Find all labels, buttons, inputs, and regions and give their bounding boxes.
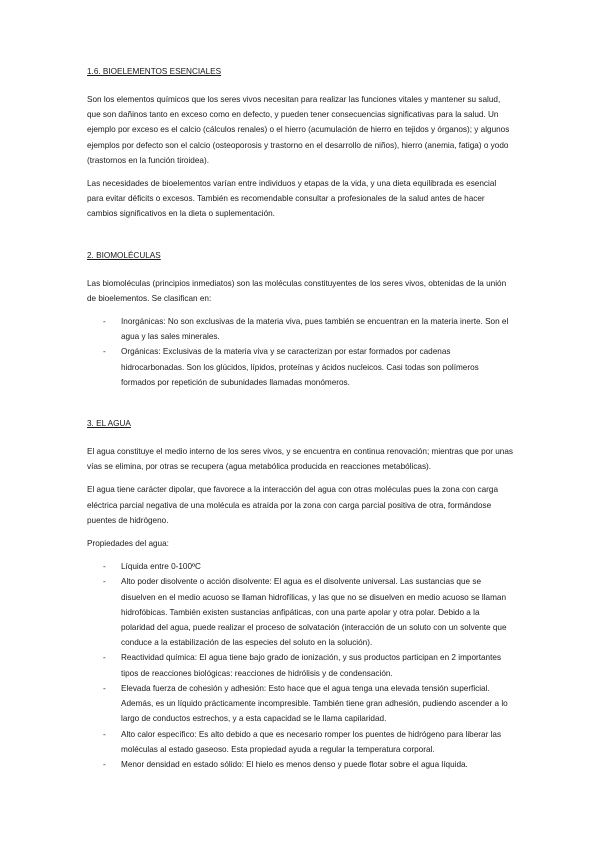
list-item: - Líquida entre 0-100ºC bbox=[103, 562, 201, 572]
paragraph: El agua tiene carácter dipolar, que favorece a la interacción del agua con otras moléculas pues la zona con carga eléctrica parcial negativa de una molécula es atraída por la zona con carga parcial positiva de otra, formándose puentes de hidrógeno. bbox=[87, 485, 498, 525]
list-item: - Menor densidad en estado sólido: El hielo es menos denso y puede flotar sobre el agua líquida. bbox=[103, 759, 468, 769]
propiedades-list bbox=[87, 559, 513, 772]
section-heading-agua: 3. EL AGUA bbox=[87, 419, 131, 429]
list-item: - Orgánicas: Exclusivas de la materia viva y se caracterizan por estar formados por cadenas hidrocarbonadas. Son los glúcidos, lípidos, proteínas y ácidos nucleicos. Casi todas son polímeros formados por repetición de subunidades llamadas monómeros. bbox=[103, 347, 479, 387]
document-page bbox=[87, 66, 513, 772]
section-heading-biomoleculas: 2. BIOMOLÉCULAS bbox=[87, 250, 161, 260]
list-item: - Alto calor específico: Es alto debido a que es necesario romper los puentes de hidrógeno para liberar las moléculas al estado gaseoso. Esta propiedad ayuda a regular la temperatura corporal. bbox=[103, 729, 502, 754]
list-item: - Elevada fuerza de cohesión y adhesión: Esto hace que el agua tenga una elevada tensión superficial. Además, es un líquido prácticamente incompresible. También tiene gran adhesión, pudiendo ascender a lo largo de conductos estrechos, y a esta capacidad se le llama capilaridad. bbox=[103, 683, 508, 724]
biomoleculas-list bbox=[87, 314, 513, 390]
paragraph: El agua constituye el medio interno de los seres vivos, y se encuentra en continua renovación; mientras que por unas vías se elimina, por otras se recupera (agua metabólica producida en reacciones metabólicas). bbox=[87, 447, 513, 472]
list-item: - Reactividad química: El agua tiene bajo grado de ionización, y sus productos participan en 2 importantes tipos de reacciones biológicas: reacciones de hidrólisis y de condensación. bbox=[103, 653, 502, 678]
paragraph: Las biomoléculas (principios inmediatos) son las moléculas constituyentes de los seres vivos, obtenidas de la unión de bioelementos. Se clasifican en: bbox=[87, 278, 507, 303]
paragraph: Son los elementos químicos que los seres vivos necesitan para realizar las funciones vitales y mantener su salud, que son dañinos tanto en exceso como en defecto, y pueden tener consecuencias significativas para la salud. Un ejemplo por exceso es el calcio (cálculos renales) o el hierro (acumulación de hierro en tejidos y órganos); y algunos ejemplos por defecto son el calcio (osteoporosis y trastorno en el desarrollo de niños), hierro (anemia, fatiga) o yodo (trastornos en la función tiroidea). bbox=[87, 95, 510, 165]
list-item: - Inorgánicas: No son exclusivas de la materia viva, pues también se encuentran en la materia inerte. Son el agua y las sales minerales. bbox=[103, 317, 509, 342]
paragraph: Las necesidades de bioelementos varían entre individuos y etapas de la vida, y una dieta equilibrada es esencial para evitar déficits o excesos. También es recomendable consultar a profesionales de la salud antes de hacer cambios significativos en la dieta o suplementación. bbox=[87, 179, 497, 219]
list-item: - Alto poder disolvente o acción disolvente: El agua es el disolvente universal. Las sustancias que se disuelven en el medio acuoso se llaman hidrofílicas, y las que no se disuelven en medio acuoso se llaman hidrofóbicas. También existen sustancias anfipáticas, con una parte apolar y otra polar. Debido a la polaridad del agua, puede realizar el proceso de solvatación (interacción de un soluto con un solvente que conduce a la estabilización de las especies del soluto en la solución). bbox=[103, 577, 507, 648]
paragraph: Propiedades del agua: bbox=[87, 539, 169, 549]
section-heading-bioelementos: 1.6. BIOELEMENTOS ESENCIALES bbox=[87, 67, 222, 76]
